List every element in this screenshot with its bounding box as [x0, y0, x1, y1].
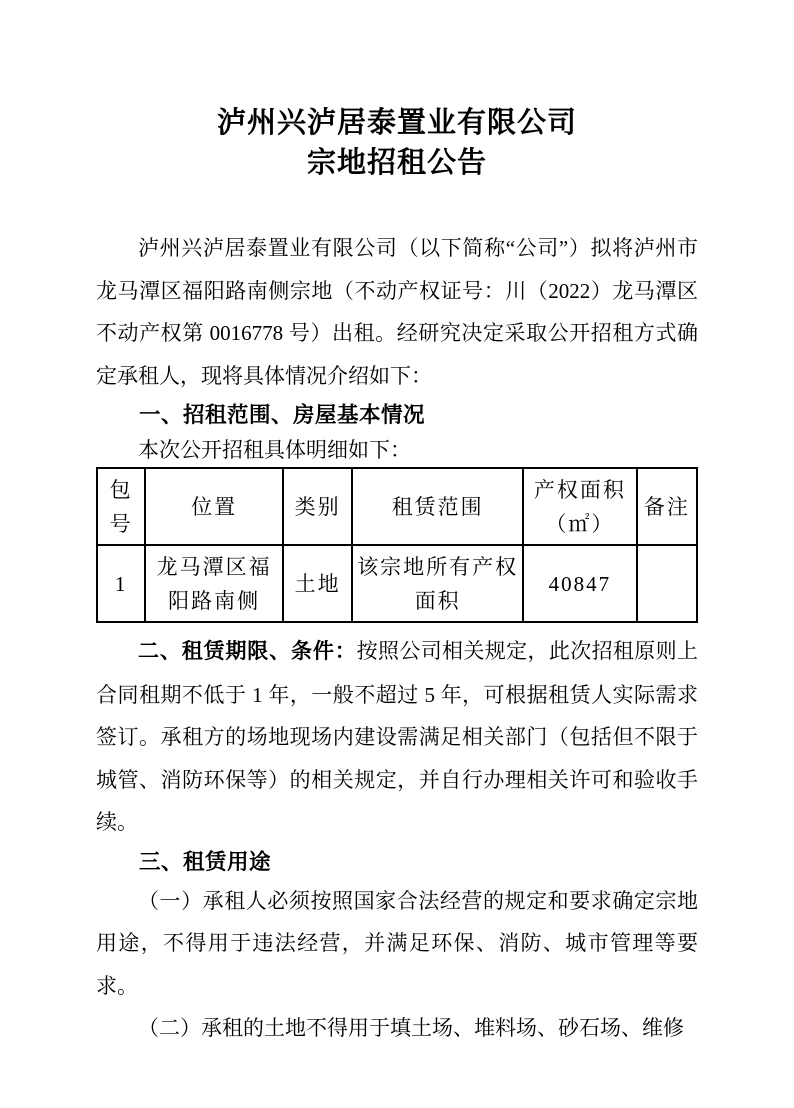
section-2-paragraph: [96, 630, 698, 844]
document-title: [96, 0, 698, 183]
section-1-heading: 一、招租范围、房屋基本情况: [139, 403, 426, 427]
header-package-no: 包号: [97, 468, 145, 545]
cell-lease-scope: 该宗地所有产权面积: [352, 545, 523, 622]
header-property-area: 产权面积（㎡）: [523, 468, 637, 545]
cell-category: 土地: [283, 545, 352, 622]
cell-property-area: 40847: [523, 545, 637, 622]
document-content: [96, 0, 698, 1050]
section-2-heading: 二、租赁期限、条件：: [138, 640, 357, 663]
header-location: 位置: [145, 468, 283, 545]
leasing-detail-table: [96, 467, 698, 623]
table-intro-line: 本次公开招租具体明细如下：: [138, 438, 411, 462]
cell-package-no: 1: [97, 545, 145, 622]
intro-paragraph: 泸州兴泸居泰置业有限公司（以下简称“公司”）拟将泸州市龙马潭区福阳路南侧宗地（不动产权证号：川（2022）龙马潭区不动产权第 0016778 号）出租。经研究决定采取公开招租方式确定承租人，现将具体情况介绍如下：: [96, 236, 698, 388]
header-category: 类别: [283, 468, 352, 545]
title-line-2: 宗地招租公告: [306, 147, 487, 179]
table-row: [97, 545, 697, 622]
section-2-body: 按照公司相关规定，此次招租原则上合同租期不低于 1 年，一般不超过 5 年，可根据租赁人实际需求签订。承租方的场地现场内建设需满足相关部门（包括但不限于城管、消防环保等）的相关规定，并自行办理相关许可和验收手续。: [96, 639, 699, 834]
section-3-heading: 三、租赁用途: [139, 849, 272, 874]
cell-location: 龙马潭区福阳路南侧: [145, 545, 283, 622]
cell-remark: [637, 545, 697, 622]
section-3-item-2: （二）承租的土地不得用于填土场、堆料场、砂石场、维修: [138, 1016, 684, 1040]
table-header-row: [97, 468, 697, 545]
header-lease-scope: 租赁范围: [352, 468, 523, 545]
header-remark: 备注: [637, 468, 697, 545]
title-line-1: 泸州兴泸居泰置业有限公司: [216, 107, 577, 139]
section-3-item-1: （一）承租人必须按照国家合法经营的规定和要求确定宗地用途，不得用于违法经营，并满足环保、消防、城市管理等要求。: [96, 888, 698, 998]
